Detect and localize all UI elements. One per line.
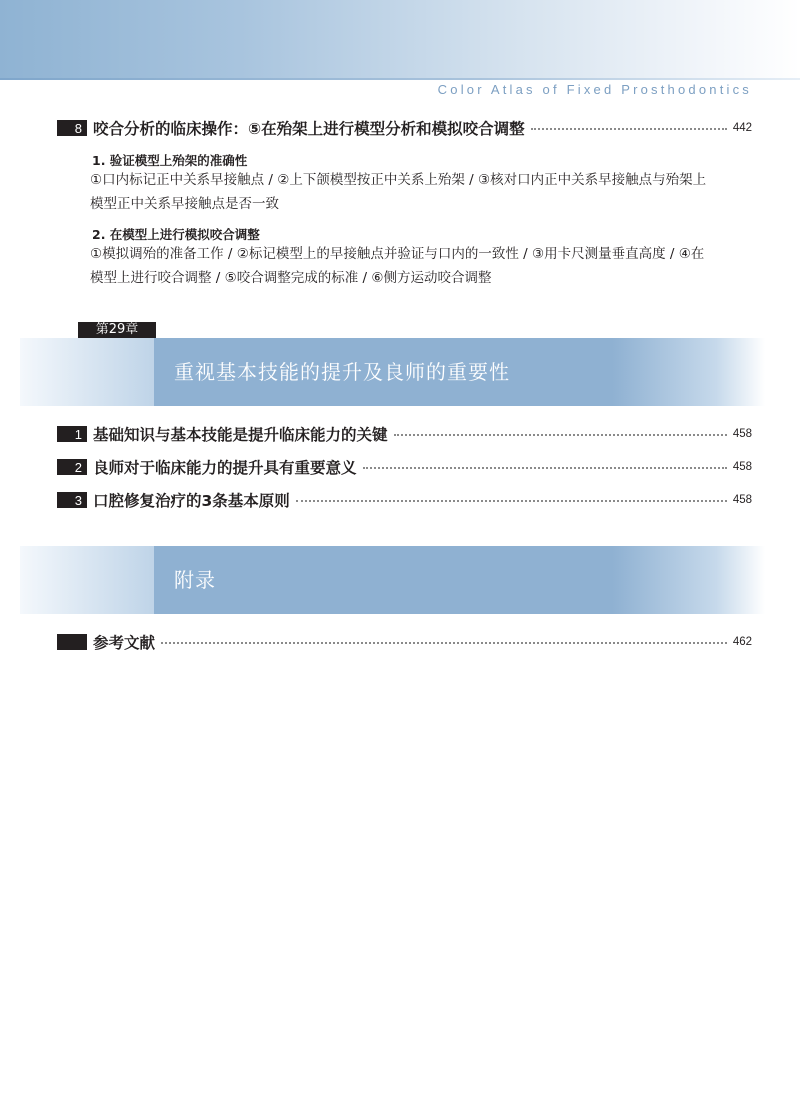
header-rule <box>0 78 800 80</box>
chapter-title: 重视基本技能的提升及良师的重要性 <box>174 360 510 384</box>
subsection-text-1 <box>90 168 740 216</box>
page-number: 462 <box>732 636 752 648</box>
chapter-tab: 第29章 <box>78 322 156 338</box>
running-title: Color Atlas of Fixed Prosthodontics <box>437 82 752 97</box>
dot-leader <box>161 640 727 644</box>
subsection-text-line: ①模拟调殆的准备工作 / ②标记模型上的早接触点并验证与口内的一致性 / ③用卡尺测量垂直高度 / ④在 <box>90 246 705 262</box>
toc-entry-references[interactable] <box>57 632 752 652</box>
toc-entry-29-1[interactable] <box>57 424 752 444</box>
section-number-box: 3 <box>57 492 87 508</box>
subsection-text-line: ①口内标记正中关系早接触点 / ②上下颌模型按正中关系上殆架 / ③核对口内正中关系早接触点与殆架上 <box>90 172 707 188</box>
subsection-heading-1: 1. 验证模型上殆架的准确性 <box>92 153 248 168</box>
section-number-box: 1 <box>57 426 87 442</box>
subsection-text-line: 模型正中关系早接触点是否一致 <box>90 196 279 212</box>
section-title: 口腔修复治疗的3条基本原则 <box>93 492 290 510</box>
subsection-heading-2: 2. 在模型上进行模拟咬合调整 <box>92 227 260 242</box>
page-number: 442 <box>732 122 752 134</box>
page-number: 458 <box>732 461 752 473</box>
subsection-text-line: 模型上进行咬合调整 / ⑤咬合调整完成的标准 / ⑥侧方运动咬合调整 <box>90 270 492 286</box>
section-number-box <box>57 634 87 650</box>
appendix-banner <box>20 546 765 614</box>
toc-entry-29-3[interactable] <box>57 490 752 510</box>
section-title: 良师对于临床能力的提升具有重要意义 <box>93 459 357 477</box>
section-number-box: 2 <box>57 459 87 475</box>
page-number: 458 <box>732 428 752 440</box>
subsection-text-2 <box>90 242 740 290</box>
dot-leader <box>296 498 727 502</box>
dot-leader <box>394 432 727 436</box>
toc-entry-section-8[interactable] <box>57 118 752 138</box>
dot-leader <box>531 126 727 130</box>
chapter-banner <box>20 338 765 406</box>
toc-entry-29-2[interactable] <box>57 457 752 477</box>
dot-leader <box>363 465 727 469</box>
section-title: 基础知识与基本技能是提升临床能力的关键 <box>93 426 388 444</box>
appendix-title: 附录 <box>174 568 216 592</box>
section-number-box: 8 <box>57 120 87 136</box>
header-band <box>0 0 800 78</box>
section-title: 参考文献 <box>93 634 156 652</box>
page-number: 458 <box>732 494 752 506</box>
section-title: 咬合分析的临床操作：⑤在殆架上进行模型分析和模拟咬合调整 <box>93 120 525 138</box>
